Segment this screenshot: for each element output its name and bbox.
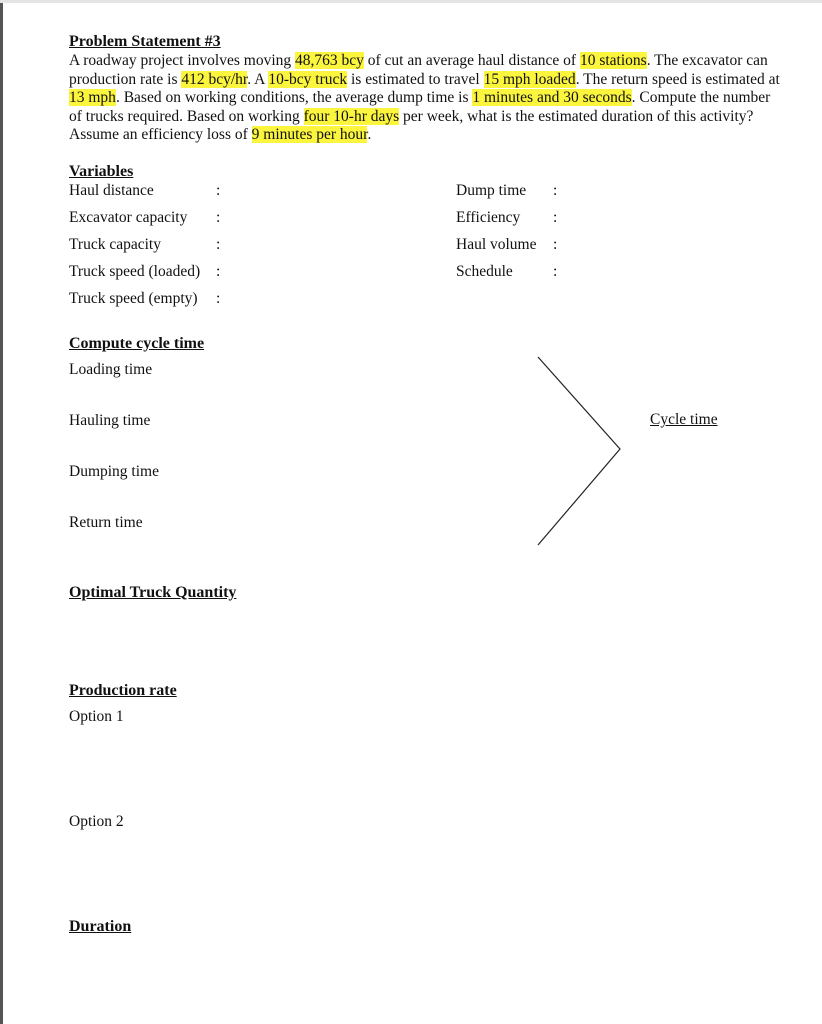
cycle-time-label: Cycle time <box>650 411 718 428</box>
colon: : <box>553 263 558 280</box>
variable-truck-speed-loaded: Truck speed (loaded) <box>69 263 201 280</box>
dumping-time-label: Dumping time <box>69 463 159 480</box>
colon: : <box>216 182 221 199</box>
problem-text: . Compute the number of trucks required. Based on working <box>69 89 771 125</box>
variable-efficiency: Efficiency <box>456 209 521 226</box>
variable-haul-distance: Haul distance <box>69 182 154 199</box>
highlighted-value: 10-bcy truck <box>268 70 348 88</box>
highlighted-value: 1 minutes and 30 seconds <box>472 89 632 107</box>
colon: : <box>216 209 221 226</box>
return-time-label: Return time <box>69 514 143 531</box>
problem-text: per week, what is the estimated duration of this activity? Assume an efficiency loss of <box>69 107 754 144</box>
optimal-truck-quantity-title: Optimal Truck Quantity <box>69 584 237 601</box>
variable-schedule: Schedule <box>456 263 513 280</box>
problem-text: is estimated to travel <box>347 70 484 88</box>
duration-title: Duration <box>69 918 132 935</box>
problem-text: . Based on working conditions, the average dump time is <box>115 89 473 107</box>
colon: : <box>216 263 221 280</box>
option-2-label: Option 2 <box>69 813 124 830</box>
colon: : <box>216 236 221 253</box>
colon: : <box>553 182 558 199</box>
variable-haul-volume: Haul volume <box>456 236 537 253</box>
highlighted-value: 48,763 bcy <box>295 52 364 69</box>
colon: : <box>553 236 558 253</box>
hauling-time-label: Hauling time <box>69 412 151 429</box>
production-rate-title: Production rate <box>69 682 177 699</box>
problem-text: of cut an average haul distance of <box>363 52 580 69</box>
problem-text: . The return speed is estimated at <box>575 70 780 88</box>
variables-title: Variables <box>69 163 134 180</box>
highlighted-value: 412 bcy/hr <box>181 70 248 88</box>
problem-text: A roadway project involves moving <box>69 52 295 69</box>
highlighted-value: 15 mph loaded <box>483 70 576 88</box>
variable-dump-time: Dump time <box>456 182 527 199</box>
problem-text: . A <box>247 70 269 88</box>
cycle-title: Compute cycle time <box>69 335 205 352</box>
highlighted-value: four 10-hr days <box>303 107 400 125</box>
problem-text: . <box>367 126 372 144</box>
highlighted-value: 9 minutes per hour <box>251 126 368 144</box>
colon: : <box>553 209 558 226</box>
problem-title: Problem Statement #3 <box>69 33 221 50</box>
variable-truck-speed-empty: Truck speed (empty) <box>69 290 198 307</box>
variable-truck-capacity: Truck capacity <box>69 236 161 253</box>
variable-excavator-capacity: Excavator capacity <box>69 209 188 226</box>
highlighted-value: 13 mph <box>69 89 116 107</box>
loading-time-label: Loading time <box>69 361 153 378</box>
problem-text: . The excavator can production rate is <box>69 52 768 88</box>
option-1-label: Option 1 <box>69 708 124 725</box>
highlighted-value: 10 stations <box>579 52 647 69</box>
colon: : <box>216 290 221 307</box>
